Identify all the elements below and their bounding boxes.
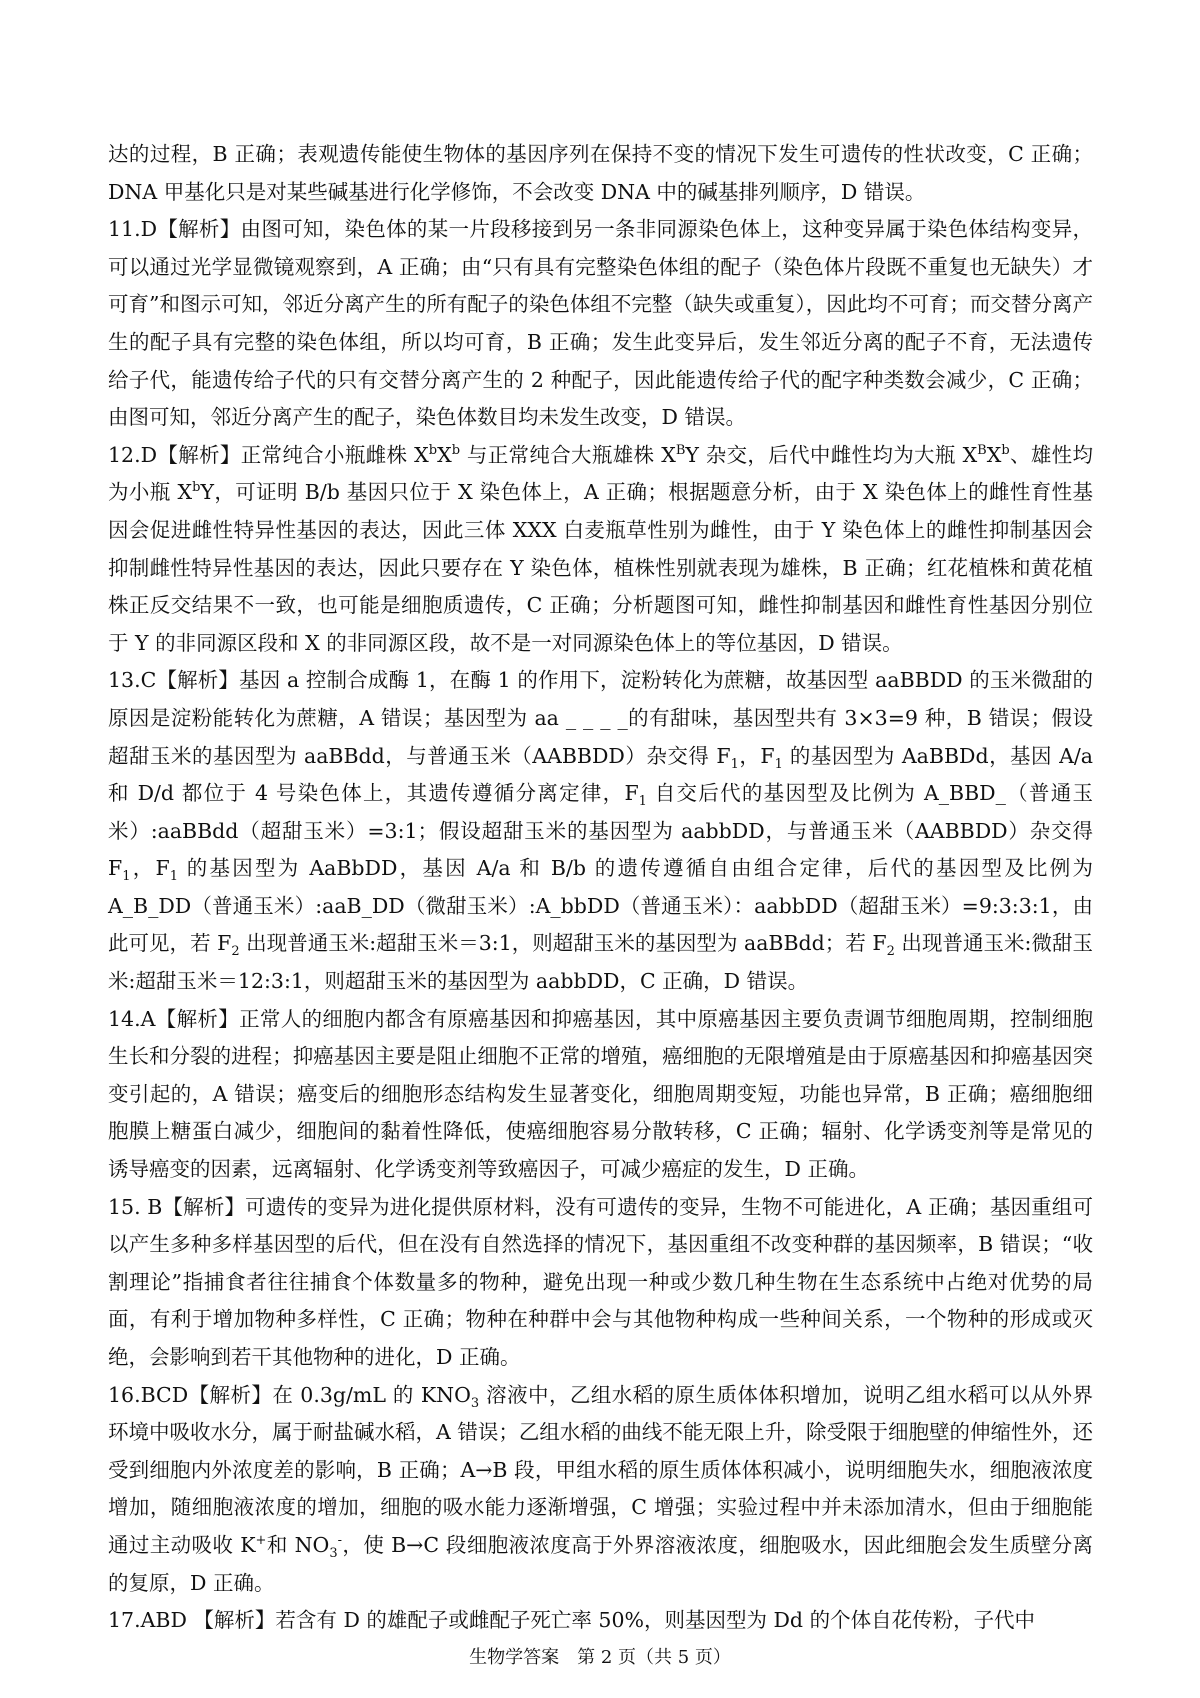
paragraph-10-continuation: 达的过程，B 正确；表观遗传能使生物体的基因序列在保持不变的情况下发生可遗传的性状改变，C 正确；DNA 甲基化只是对某些碱基进行化学修饰，不会改变 DNA 中的碱基排列顺序，D 错误。 [108, 142, 1093, 204]
paragraph-12: 12.D【解析】正常纯合小瓶雌株 $X^bX^b$ 与正常纯合大瓶雄株 $X^BY$ 杂交，后代中雌性均为大瓶 $X^BX^b$、雄性均为小瓶 $X^bY$，可证明 B/b 基因只位于 X 染色体上，A 正确；根据题意分析，由于 X 染色体上的雌性育性基因会促进雌性特异性基因的表达，因此三体 XXX 白麦瓶草性别为雌性，由于 Y 染色体上的雌性抑制基因会抑制雌性特异性基因的表达，因此只要存在 Y 染色体，植株性别就表现为雄株，B 正确；红花植株和黄花植株正反交结果不一致，也可能是细胞质遗传，C 正确；分析题图可知，雌性抑制基因和雌性育性基因分别位于 Y 的非同源区段和 X 的非同源区段，故不是一对同源染色体上的等位基因，D 错误。 [108, 442, 1093, 655]
page-footer: 生物学答案 第 2 页（共 5 页） [469, 1647, 731, 1668]
paragraph-13: 13.C【解析】基因 a 控制合成酶 1，在酶 1 的作用下，淀粉转化为蔗糖，故基因型 aaBBDD 的玉米微甜的原因是淀粉能转化为蔗糖，A 错误；基因型为 aa _ _ _ _的有甜味，基因型共有 3×3=9 种，B 错误；假设超甜玉米的基因型为 aaBBdd，与普通玉米（AABBDD）杂交得 $F_1$，$F_1$ 的基因型为 AaBBDd，基因 A/a 和 D/d 都位于 4 号染色体上，其遗传遵循分离定律，$F_1$ 自交后代的基因型及比例为 A_BBD_（普通玉米）:aaBBdd（超甜玉米）=3:1；假设超甜玉米的基因型为 aabbDD，与普通玉米（AABBDD）杂交得 $F_1$，$F_1$ 的基因型为 AaBbDD，基因 A/a 和 B/b 的遗传遵循自由组合定律，后代的基因型及比例为 A_B_DD（普通玉米）:aaB_DD（微甜玉米）:A_bbDD（普通玉米）：aabbDD（超甜玉米）=9:3:3:1，由此可见，若 $F_2$ 出现普通玉米:超甜玉米＝3:1，则超甜玉米的基因型为 aaBBdd；若 $F_2$ 出现普通玉米:微甜玉米:超甜玉米＝12:3:1，则超甜玉米的基因型为 aabbDD，C 正确，D 错误。 [108, 668, 1094, 994]
paragraph-11: 11.D【解析】由图可知，染色体的某一片段移接到另一条非同源染色体上，这种变异属于染色体结构变异，可以通过光学显微镜观察到，A 正确；由“只有具有完整染色体组的配子（染色体片段既不重复也无缺失）才可育”和图示可知，邻近分离产生的所有配子的染色体组不完整（缺失或重复），因此均不可育；而交替分离产生的配子具有完整的染色体组，所以均可育，B 正确；发生此变异后，发生邻近分离的配子不育，无法遗传给子代，能遗传给子代的只有交替分离产生的 2 种配子，因此能遗传给子代的配字种类数会减少，C 正确；由图可知，邻近分离产生的配子，染色体数目均未发生改变，D 错误。 [108, 217, 1093, 430]
answer-text-body [108, 136, 1093, 1640]
paragraph-16: 16.BCD【解析】在 0.3g/mL 的 $KNO_3$ 溶液中，乙组水稻的原生质体体积增加，说明乙组水稻可以从外界环境中吸收水分，属于耐盐碱水稻，A 错误；乙组水稻的曲线不能无限上升，除受限于细胞壁的伸缩性外，还受到细胞内外浓度差的影响，B 正确；A→B 段，甲组水稻的原生质体体积减小，说明细胞失水，细胞液浓度增加，随细胞液浓度的增加，细胞的吸水能力逐渐增强，C 增强；实验过程中并未添加清水，但由于细胞能通过主动吸收 K+和 $NO_3^-$，使 B→C 段细胞液浓度高于外界溶液浓度，细胞吸水，因此细胞会发生质壁分离的复原，D 正确。 [108, 1382, 1094, 1595]
paragraph-17: 17.ABD 【解析】若含有 D 的雄配子或雌配子死亡率 50%，则基因型为 Dd 的个体自花传粉，子代中 [108, 1608, 1036, 1633]
paragraph-15: 15. B【解析】可遗传的变异为进化提供原材料，没有可遗传的变异，生物不可能进化，A 正确；基因重组可以产生多种多样基因型的后代，但在没有自然选择的情况下，基因重组不改变种群的基因频率，B 错误；“收割理论”指捕食者往往捕食个体数量多的物种，避免出现一种或少数几种生物在生态系统中占绝对优势的局面，有利于增加物种多样性，C 正确；物种在种群中会与其他物种构成一些种间关系，一个物种的形成或灭绝，会影响到若干其他物种的进化，D 正确。 [108, 1194, 1093, 1369]
paragraph-14: 14.A【解析】正常人的细胞内都含有原癌基因和抑癌基因，其中原癌基因主要负责调节细胞周期，控制细胞生长和分裂的进程；抑癌基因主要是阻止细胞不正常的增殖，癌细胞的无限增殖是由于原癌基因和抑癌基因突变引起的，A 错误；癌变后的细胞形态结构发生显著变化，细胞周期变短，功能也异常，B 正确；癌细胞细胞膜上糖蛋白减少，细胞间的黏着性降低，使癌细胞容易分散转移，C 正确；辐射、化学诱变剂等是常见的诱导癌变的因素，远离辐射、化学诱变剂等致癌因子，可减少癌症的发生，D 正确。 [108, 1006, 1093, 1182]
